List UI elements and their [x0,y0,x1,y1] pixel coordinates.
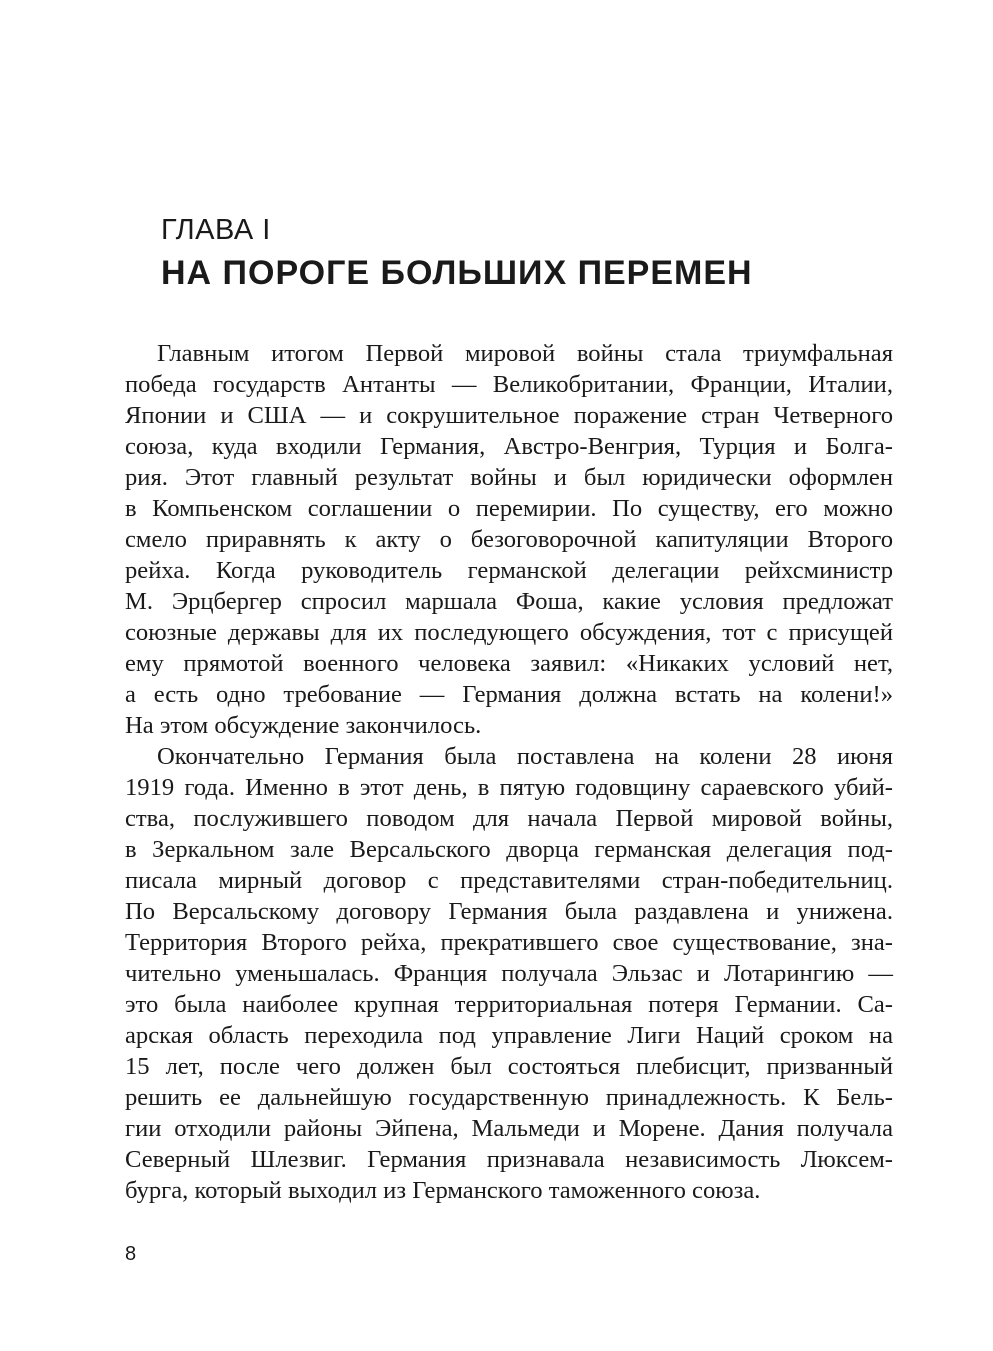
text-line: союзные державы для их последующего обсуждения, тот с присущей [125,619,893,646]
text-line: чительно уменьшалась. Франция получала Эльзас и Лотарингию — [125,960,893,987]
text-line: Окончательно Германия была поставлена на колени 28 июня [157,743,893,770]
chapter-title: НА ПОРОГЕ БОЛЬШИХ ПЕРЕМЕН [161,254,753,292]
text-line: 15 лет, после чего должен был состояться плебисцит, призванный [125,1053,893,1080]
text-line: союза, куда входили Германия, Австро-Венгрия, Турция и Болга- [125,433,893,460]
text-line: в Компьенском соглашении о перемирии. По существу, его можно [125,495,893,522]
text-line: По Версальскому договору Германия была раздавлена и унижена. [125,898,893,925]
body-text [125,338,893,1206]
text-line: это была наиболее крупная территориальная потеря Германии. Са- [125,991,893,1018]
text-line: На этом обсуждение закончилось. [125,712,482,739]
paragraph-1 [125,338,893,741]
text-line: 1919 года. Именно в этот день, в пятую годовщину сараевского убий- [125,774,893,801]
text-line: Главным итогом Первой мировой войны стала триумфальная [157,340,893,367]
text-line: Японии и США — и сокрушительное поражение стран Четверного [125,402,893,429]
text-line: рейха. Когда руководитель германской делегации рейхсминистр [125,557,893,584]
text-line: бурга, который выходил из Германского таможенного союза. [125,1177,761,1204]
text-line: решить ее дальнейшую государственную принадлежность. К Бель- [125,1084,893,1111]
text-line: Северный Шлезвиг. Германия признавала независимость Люксем- [125,1146,893,1173]
text-line: в Зеркальном зале Версальского дворца германская делегация под- [125,836,893,863]
text-line: победа государств Антанты — Великобритании, Франции, Италии, [125,371,893,398]
text-line: рия. Этот главный результат войны и был юридически оформлен [125,464,893,491]
text-line: ему прямотой военного человека заявил: «Никаких условий нет, [125,650,893,677]
text-line: а есть одно требование — Германия должна встать на колени!» [125,681,893,708]
text-line: писала мирный договор с представителями стран-победительниц. [125,867,893,894]
page-number: 8 [125,1243,137,1265]
text-line: ства, послужившего поводом для начала Первой мировой войны, [125,805,893,832]
text-line: Территория Второго рейха, прекратившего свое существование, зна- [125,929,893,956]
text-line: М. Эрцбергер спросил маршала Фоша, какие условия предложат [125,588,893,615]
paragraph-2 [125,741,893,1206]
text-line: арская область переходила под управление Лиги Наций сроком на [125,1022,893,1049]
text-line: смело приравнять к акту о безоговорочной капитуляции Второго [125,526,893,553]
chapter-label: ГЛАВА I [161,214,271,246]
text-line: гии отходили районы Эйпена, Мальмеди и Морене. Дания получала [125,1115,893,1142]
